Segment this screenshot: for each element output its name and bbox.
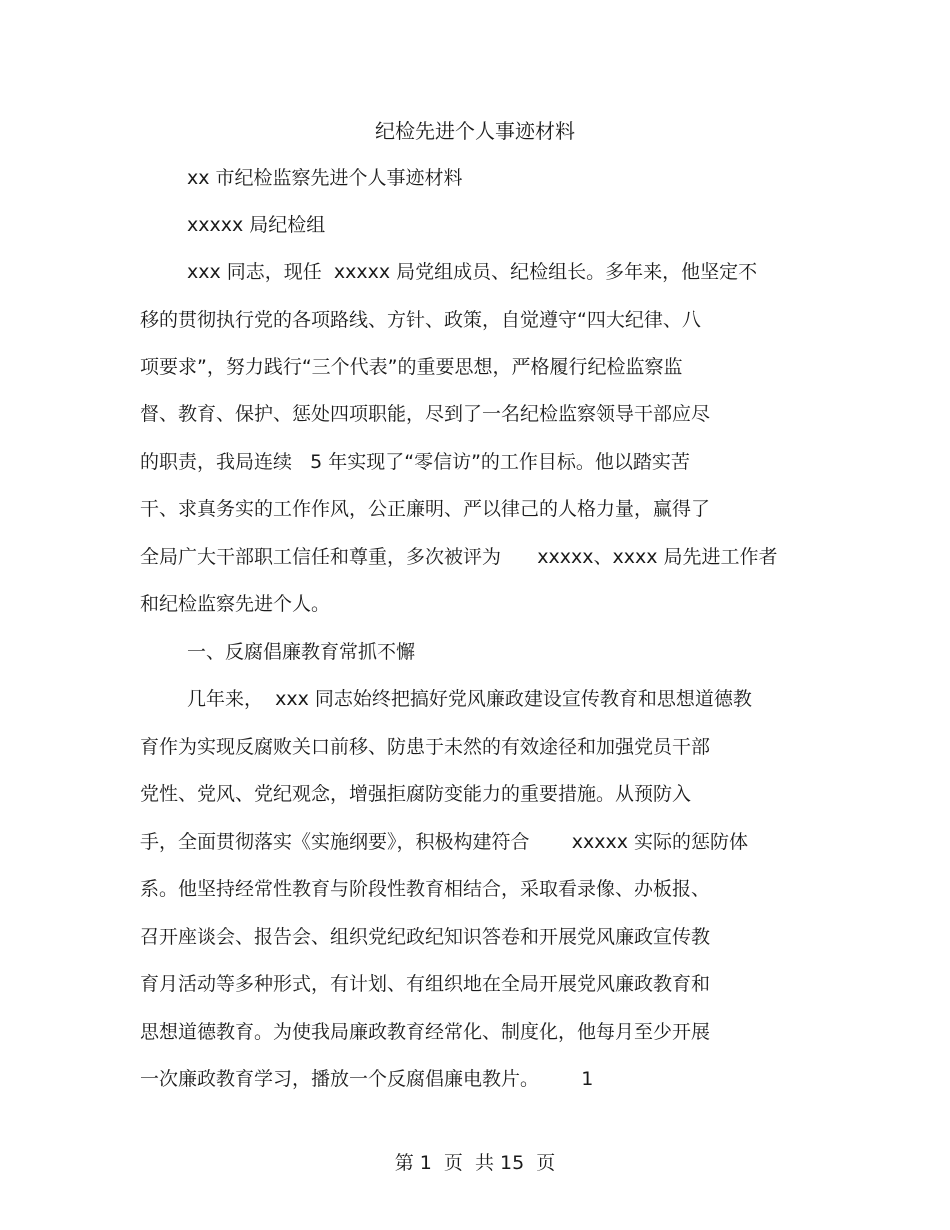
paragraph-line: 思想道德教育。为使我局廉政教育经常化、制度化，他每月至少开展 — [140, 1021, 711, 1043]
paragraph-line: 干、求真务实的工作作风，公正廉明、严以律己的人格力量，赢得了 — [140, 498, 711, 520]
paragraph-line: 项要求”，努力践行“三个代表”的重要思想，严格履行纪检监察监 — [140, 356, 683, 378]
paragraph-line: xxx 同志，现任 xxxxx 局党组成员、纪检组长。多年来，他坚定不 — [187, 261, 758, 283]
paragraph-line: 党性、党风、党纪观念，增强拒腐防变能力的重要措施。从预防入 — [140, 783, 692, 805]
paragraph-line: 和纪检监察先进个人。 — [140, 593, 331, 615]
paragraph-line: 督、教育、保护、惩处四项职能，尽到了一名纪检监察领导干部应尽 — [140, 403, 711, 425]
paragraph-line: 移的贯彻执行党的各项路线、方针、政策，自觉遵守“四大纪律、八 — [140, 309, 701, 331]
paragraph-line: 育月活动等多种形式，有计划、有组织地在全局开展党风廉政教育和 — [140, 973, 711, 995]
paragraph-line: 的职责，我局连续 5 年实现了“零信访”的工作目标。他以踏实苦 — [140, 451, 690, 473]
paragraph-line: 几年来， xxx 同志始终把搞好党风廉政建设宣传教育和思想道德教 — [187, 688, 752, 710]
section-heading: 一、反腐倡廉教育常抓不懈 — [187, 641, 416, 663]
document-title: 纪检先进个人事迹材料 — [375, 119, 575, 143]
page-number-footer: 第 1 页 共 15 页 — [394, 1152, 556, 1174]
author-unit: xxxxx 局纪检组 — [187, 214, 326, 236]
paragraph-line: 一次廉政教育学习，播放一个反腐倡廉电教片。 1 — [140, 1068, 594, 1090]
paragraph-line: 手，全面贯彻落实《实施纲要》，积极构建符合 xxxxx 实际的惩防体 — [140, 831, 749, 853]
paragraph-line: 育作为实现反腐败关口前移、防患于未然的有效途径和加强党员干部 — [140, 736, 711, 758]
paragraph-line: 系。他坚持经常性教育与阶段性教育相结合，采取看录像、办板报、 — [140, 878, 711, 900]
paragraph-line: 召开座谈会、报告会、组织党纪政纪知识答卷和开展党风廉政宣传教 — [140, 926, 711, 948]
paragraph-line: 全局广大干部职工信任和尊重，多次被评为 xxxxx、xxxx 局先进工作者 — [140, 546, 778, 568]
document-subtitle: xx 市纪检监察先进个人事迹材料 — [187, 167, 463, 189]
